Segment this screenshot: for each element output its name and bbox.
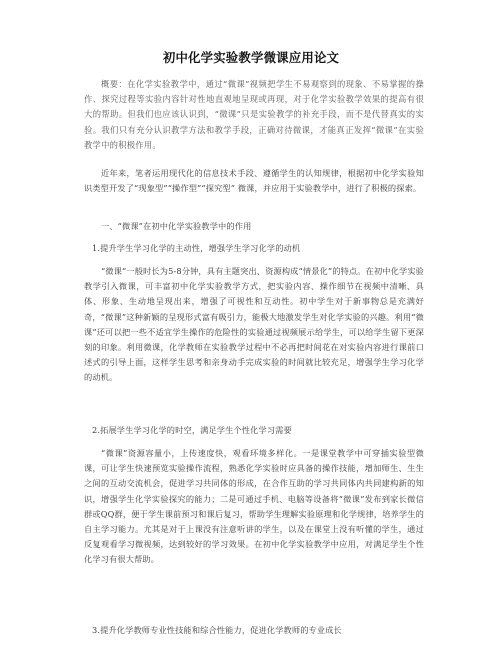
section-heading-1: 一、“微课”在初中化学实验教学中的作用 — [101, 221, 252, 231]
subsection-heading-1: 1.提升学生学习化学的主动性，增强学生学习化学的动机 — [92, 243, 301, 253]
subsection-paragraph-2: “微课”资源容量小，上传速度快，观看环境多样化。一是课堂教学中可穿插实验型微课，可让学生快速预览实验操作流程，熟悉化学实验时应具备的操作技能，增加师生、生生之间的互动交流机会，促进学习共同体的形成，在合作互助的学习共同体内共同建构新的知识，增强学生化学实验探究的能力；二是可通过手机、电脑等设备将“微课”发布到家长微信群或QQ群，便于学生课前预习和课后复习，帮助学生理解实验原理和化学规律，培养学生的自主学习能力。尤其是对于上课没有注意听讲的学生，以及在课堂上没有听懂的学生，通过反复观看学习微视频，达到较好的学习效果。在初中化学实验教学中应用，对满足学生个性化学习有很大帮助。 — [84, 448, 424, 565]
document-title: 初中化学实验教学微课应用论文 — [162, 50, 340, 65]
subsection-paragraph-1: “微课”一般时长为5-8分钟，具有主题突出、资源构成“情景化”的特点。在初中化学实验教学引入微课，可丰富初中化学实验教学方式，把实验内容、操作细节在视频中清晰、具体、形象、生动地呈现出来，增强了可视性和互动性。初中学生对于新事物总是充满好奇，“微课”这种新颖的呈现形式富有吸引力，能极大地激发学生对化学实验的兴趣。利用“微课”还可以把一些不适宜学生操作的危险性的实验通过视频展示给学生，可以给学生留下更深刻的印象。利用微课，化学教师在实验教学过程中不必再把时间花在对实验内容进行课前口述式的引导上面，这样学生思考和亲身动手完成实验的时间就比较充足，增强学生学习化学的动机。 — [84, 266, 424, 383]
subsection-heading-2: 2.拓展学生学习化学的时空，满足学生个性化学习需要 — [92, 425, 292, 435]
intro-paragraph: 近年来，笔者运用现代化的信息技术手段、遵循学生的认知规律，根据初中化学实验知识类型开发了“现象型”“操作型”“探究型” 微课，并应用于实验教学中，进行了积极的探索。 — [84, 168, 424, 194]
abstract-paragraph: 概要：在化学实验教学中，通过“微课”视频把学生不易观察到的现象、不易掌握的操作、探究过程等实验内容针对性地直观地呈现或再现，对于化学实验教学效果的提高有很大的帮助。但我们也应该认识到，“微课”只是实验教学的补充手段，而不是代替真实的实验。我们只有充分认识教学方法和教学手段，正确对待微课，才能真正发挥“微课”在实验教学中的积极作用。 — [84, 79, 424, 150]
subsection-heading-3: 3.提升化学教师专业性技能和综合性能力，促进化学教师的专业成长 — [92, 625, 342, 635]
